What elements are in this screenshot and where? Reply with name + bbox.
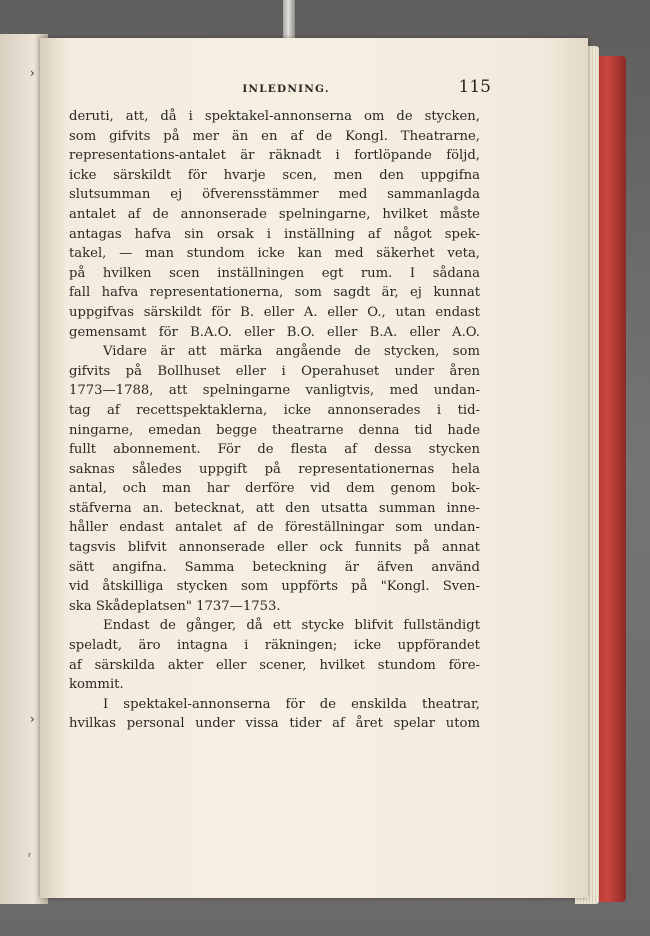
- text-line: vid åtskilliga stycken som uppförts på "Kongl. Sven-: [69, 579, 480, 595]
- text-line: slutsumman ej öfverensstämmer med sammanlagda: [69, 187, 480, 203]
- text-line: takel, — man stundom icke kan med säkerhet veta,: [69, 246, 480, 262]
- text-line: antalet af de annonserade spelningarne, hvilket måste: [69, 206, 480, 222]
- text-line: Vidare är att märka angående de stycken, som: [103, 344, 480, 360]
- text-line: I spektakel-annonserna för de enskilda theatrar,: [103, 696, 480, 712]
- text-line: representations-antalet är räknadt i fortlöpande följd,: [69, 148, 480, 164]
- text-line: gemensamt för B.A.O. eller B.O. eller B.A. eller A.O.: [69, 324, 480, 340]
- page-header: [80, 73, 490, 95]
- text-line: tagsvis blifvit annonserade eller ock funnits på annat: [69, 540, 480, 556]
- text-line: gifvits på Bollhuset eller i Operahuset under åren: [69, 363, 480, 379]
- text-line: som gifvits på mer än en af de Kongl. Theatrarne,: [69, 128, 480, 144]
- text-line: deruti, att, då i spektakel-annonserna om de stycken,: [69, 109, 480, 124]
- margin-mark-icon: ›: [30, 712, 35, 726]
- text-line: fall hafva representationerna, som sagdt är, ej kunnat: [69, 285, 480, 301]
- text-line: stäfverna an. betecknat, att den utsatta summan inne-: [69, 500, 480, 516]
- text-line: hvilkas personal under vissa tider af året spelar utom: [69, 716, 480, 732]
- margin-mark-icon: ›: [30, 66, 35, 80]
- text-line: håller endast antalet af de föreställningar som undan-: [69, 520, 480, 536]
- body-text: [69, 107, 480, 734]
- text-line: ningarne, emedan begge theatrarne denna tid hade: [69, 422, 480, 438]
- text-line: antal, och man har derföre vid dem genom bok-: [69, 481, 480, 497]
- running-title: INLEDNING.: [242, 83, 330, 95]
- page-number: 115: [458, 77, 491, 97]
- text-line: på hvilken scen inställningen egt rum. I sådana: [69, 265, 480, 281]
- text-line: 1773—1788, att spelningarne vanligtvis, med undan-: [69, 383, 480, 399]
- text-line: ska Skådeplatsen" 1737—1753.: [69, 598, 281, 614]
- text-line: fullt abonnement. För de flesta af dessa stycken: [69, 442, 480, 458]
- text-line: tag af recettspektaklerna, icke annonserades i tid-: [69, 402, 480, 418]
- text-line: antagas hafva sin orsak i inställning af något spek-: [69, 226, 480, 242]
- text-line: kommit.: [69, 677, 124, 693]
- text-line: sätt angifna. Samma beteckning är äfven använd: [69, 559, 480, 575]
- text-line: icke särskildt för hvarje scen, men den uppgifna: [69, 167, 480, 183]
- text-line: af särskilda akter eller scener, hvilket stundom före-: [69, 657, 480, 673]
- text-line: uppgifvas särskildt för B. eller A. eller O., utan endast: [69, 304, 480, 320]
- text-line: saknas således uppgift på representationernas hela: [69, 461, 480, 477]
- text-line: speladt, äro intagna i räkningen; icke uppförandet: [69, 638, 480, 654]
- text-line: Endast de gånger, då ett stycke blifvit fullständigt: [103, 618, 480, 634]
- margin-mark-icon: ʳ: [28, 850, 32, 864]
